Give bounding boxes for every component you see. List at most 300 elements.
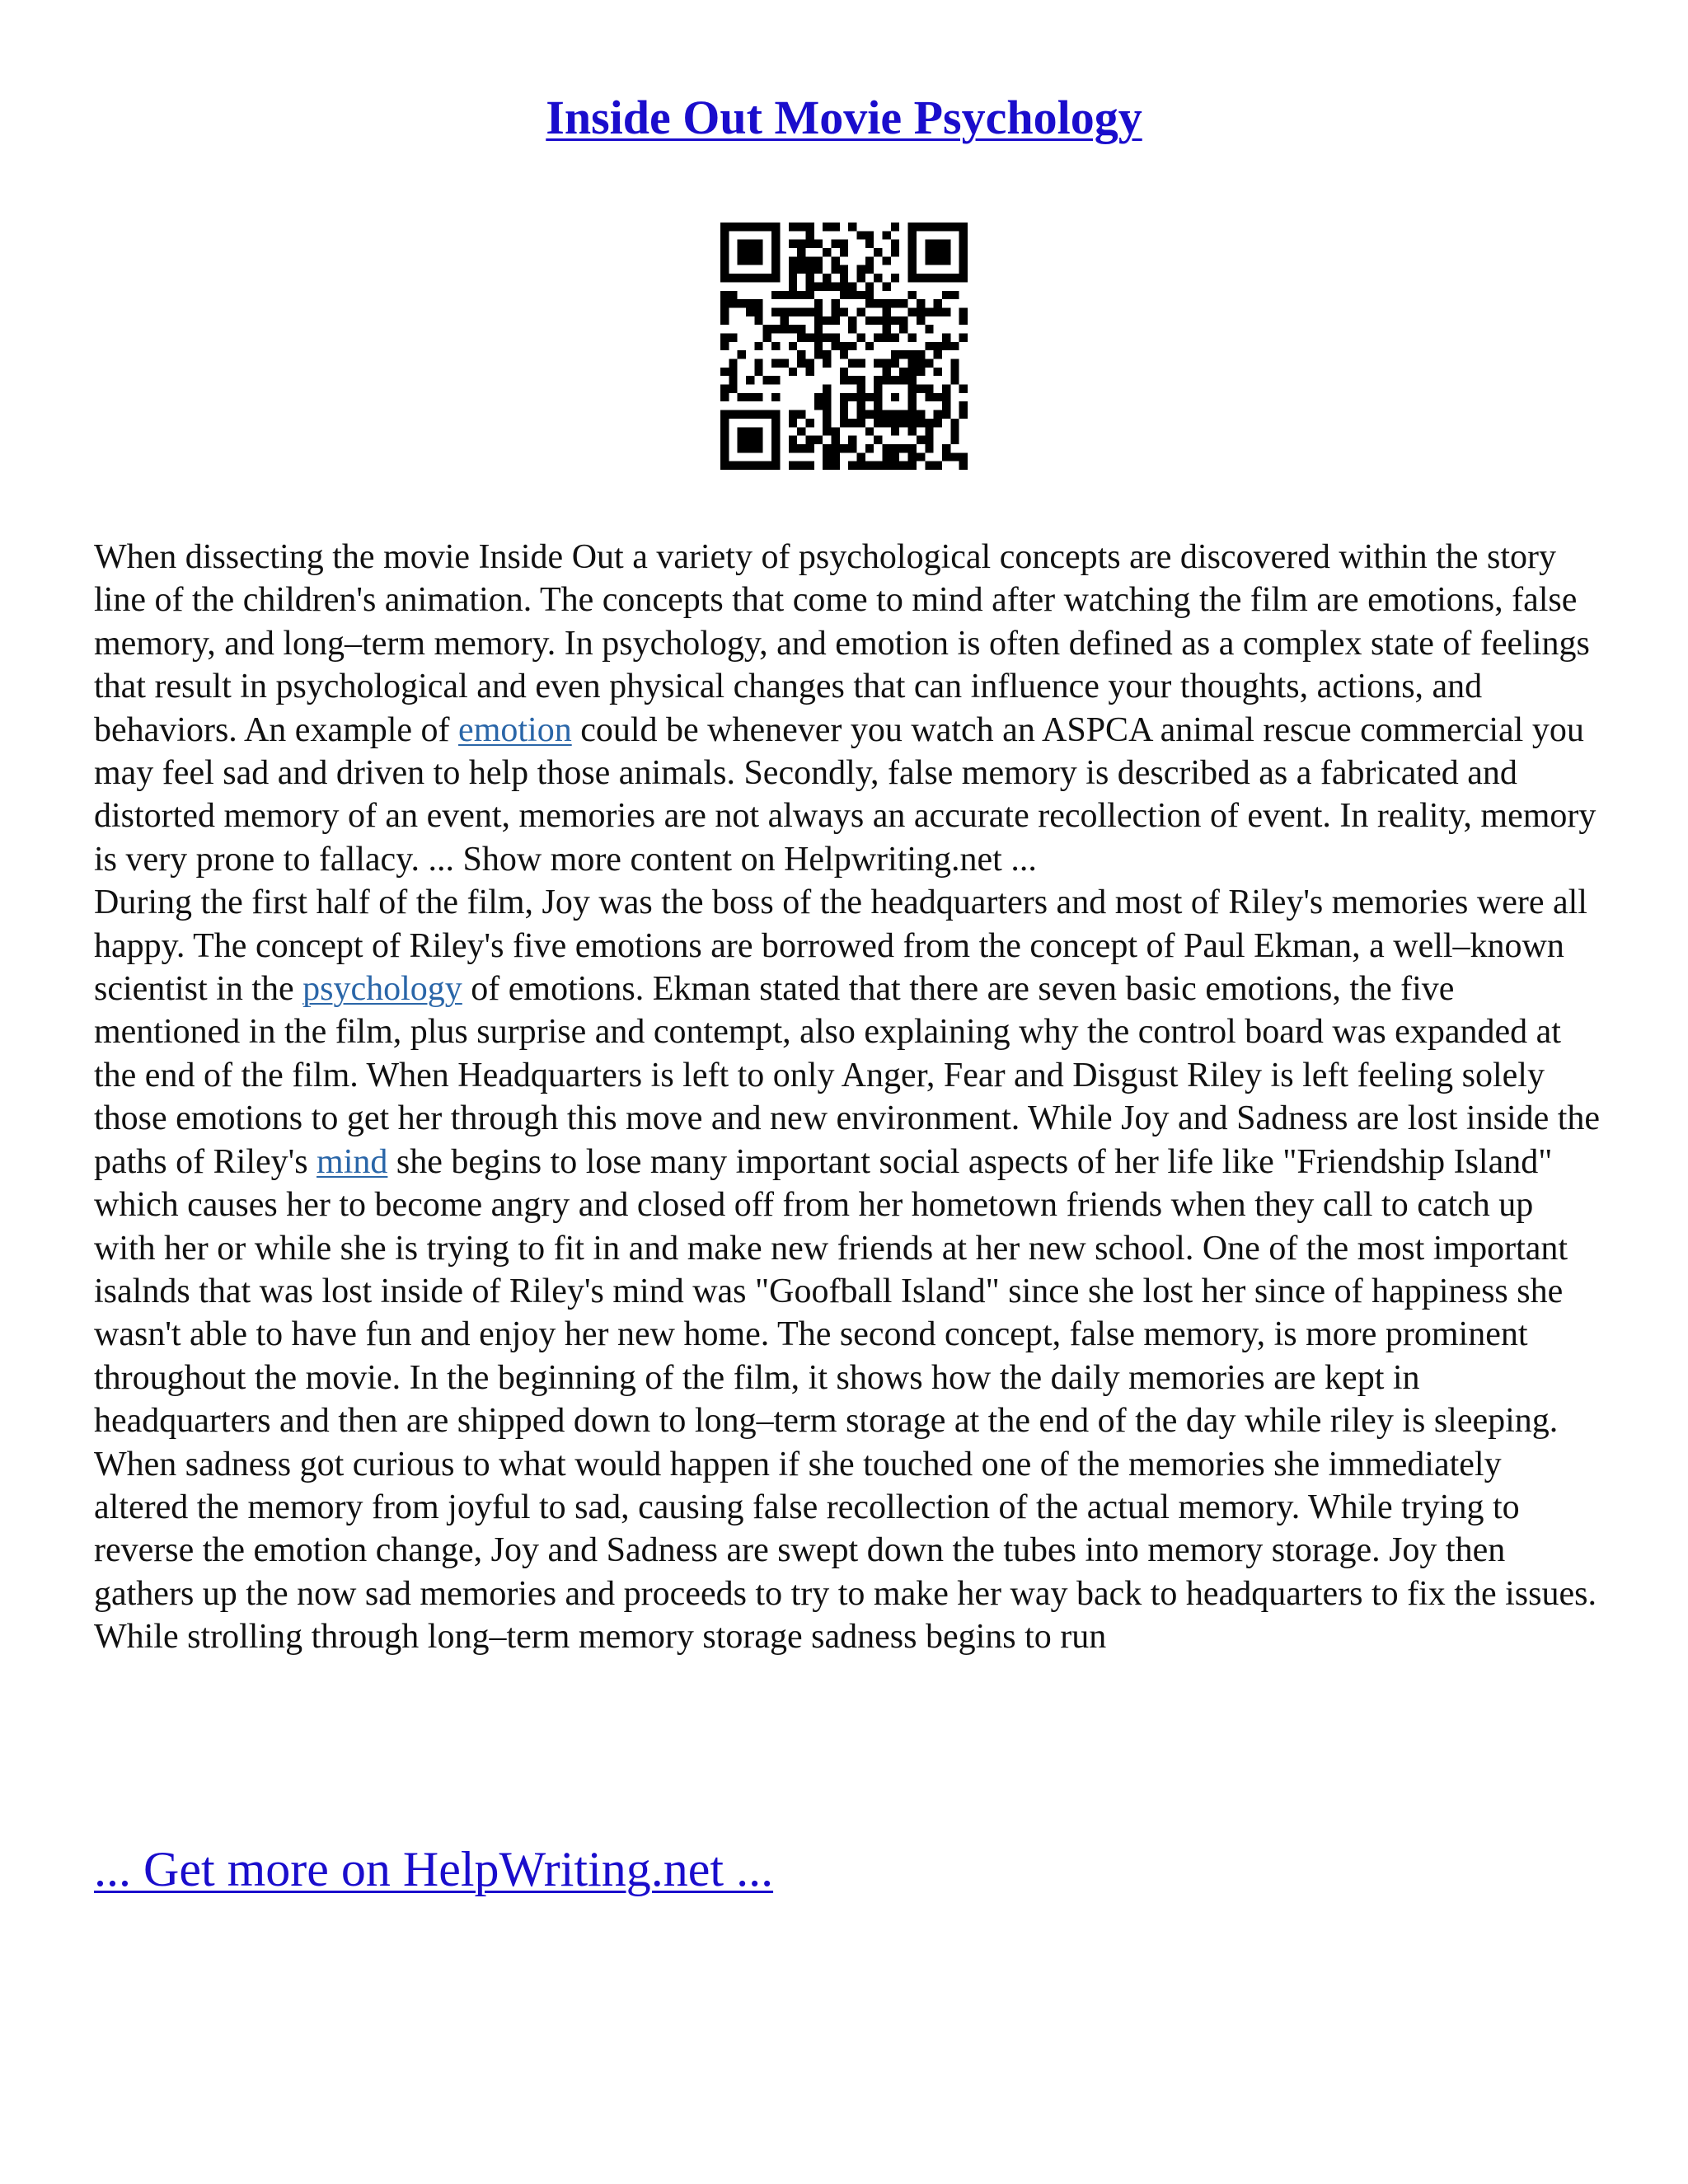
qr-module bbox=[891, 376, 899, 384]
qr-module bbox=[908, 452, 917, 461]
qr-module bbox=[874, 359, 882, 368]
qr-module bbox=[729, 223, 737, 231]
qr-module bbox=[883, 462, 891, 470]
qr-module bbox=[908, 223, 917, 231]
qr-module bbox=[805, 274, 814, 282]
qr-module bbox=[805, 333, 814, 341]
qr-module bbox=[891, 299, 899, 307]
qr-module bbox=[789, 462, 797, 470]
qr-module bbox=[823, 462, 831, 470]
qr-module bbox=[814, 436, 823, 444]
qr-module bbox=[840, 393, 848, 401]
qr-module bbox=[899, 316, 907, 325]
qr-module bbox=[942, 223, 950, 231]
qr-module bbox=[805, 368, 814, 376]
qr-module bbox=[780, 316, 788, 325]
qr-module bbox=[908, 427, 917, 435]
qr-module bbox=[823, 401, 831, 410]
qr-module bbox=[771, 265, 780, 274]
qr-module bbox=[814, 265, 823, 274]
qr-module bbox=[754, 410, 762, 419]
qr-module bbox=[746, 274, 754, 282]
qr-module bbox=[865, 256, 874, 265]
qr-module bbox=[729, 333, 737, 341]
paragraph-2-text-c: she begins to lose many important social aspects of her life like "Friendship Island" which causes her to become angry and closed off from her hometown friends when they call to catch up with her or while she is trying to fit in and make new friends at her new school. One of the most important isalnds that was lost inside of Riley's mind was "Goofball Island" since she lost her since of happiness she wasn't able to have fun and enjoy her new home. The second concept, false memory, is more prominent throughout the movie. In the beginning of the film, it shows how the daily memories are kept in headquarters and then are shipped down to long–term storage at the end of the day while riley is sleeping. When sadness got curious to what would happen if she touched one of the memories she immediately altered the memory from joyful to sad, causing false recollection of the actual memory. While trying to reverse the emotion change, Joy and Sadness are swept down the tubes into memory storage. Joy then gathers up the now sad memories and proceeds to try to make her way back to headquarters to fix the issues. While strolling through long–term memory storage sadness begins to run bbox=[94, 1142, 1597, 1657]
qr-module bbox=[789, 291, 797, 299]
qr-module bbox=[823, 419, 831, 427]
qr-module bbox=[814, 350, 823, 359]
qr-module bbox=[771, 256, 780, 265]
qr-module bbox=[908, 393, 917, 401]
qr-module bbox=[934, 274, 942, 282]
qr-module bbox=[746, 307, 754, 316]
qr-module bbox=[857, 274, 865, 282]
qr-module bbox=[831, 462, 839, 470]
qr-module bbox=[934, 240, 942, 248]
qr-module bbox=[865, 444, 874, 452]
qr-module bbox=[874, 376, 882, 384]
qr-module bbox=[925, 419, 933, 427]
qr-module bbox=[754, 436, 762, 444]
qr-module bbox=[840, 291, 848, 299]
qr-module bbox=[934, 223, 942, 231]
qr-module bbox=[891, 240, 899, 248]
qr-module bbox=[797, 359, 805, 368]
qr-module bbox=[746, 248, 754, 256]
qr-module bbox=[771, 393, 780, 401]
qr-module bbox=[899, 368, 907, 376]
get-more-link-container bbox=[94, 1840, 773, 1899]
qr-module bbox=[908, 444, 917, 452]
qr-module bbox=[908, 410, 917, 419]
qr-module bbox=[746, 444, 754, 452]
qr-module bbox=[814, 333, 823, 341]
qr-module bbox=[746, 240, 754, 248]
qr-module bbox=[865, 291, 874, 299]
qr-module bbox=[908, 401, 917, 410]
qr-module bbox=[738, 256, 746, 265]
qr-module bbox=[763, 376, 771, 384]
qr-module bbox=[729, 368, 737, 376]
qr-module bbox=[789, 410, 797, 419]
qr-module bbox=[789, 342, 797, 350]
qr-module bbox=[789, 419, 797, 427]
qr-module bbox=[848, 291, 856, 299]
qr-module bbox=[865, 427, 874, 435]
emotion-link[interactable]: emotion bbox=[458, 710, 572, 749]
qr-module bbox=[857, 419, 865, 427]
qr-module bbox=[874, 274, 882, 282]
article-body bbox=[94, 536, 1602, 1659]
qr-module bbox=[891, 393, 899, 401]
qr-module bbox=[959, 240, 968, 248]
qr-module bbox=[831, 265, 839, 274]
qr-module bbox=[925, 436, 933, 444]
qr-module bbox=[917, 299, 925, 307]
qr-module bbox=[959, 410, 968, 419]
qr-module bbox=[891, 248, 899, 256]
qr-module bbox=[899, 444, 907, 452]
qr-module bbox=[908, 419, 917, 427]
qr-module bbox=[797, 325, 805, 333]
qr-module bbox=[883, 368, 891, 376]
qr-module bbox=[917, 385, 925, 393]
qr-module bbox=[959, 223, 968, 231]
qr-module bbox=[831, 316, 839, 325]
qr-module bbox=[771, 410, 780, 419]
qr-module bbox=[934, 248, 942, 256]
qr-module bbox=[848, 282, 856, 290]
qr-module bbox=[840, 401, 848, 410]
qr-module bbox=[942, 393, 950, 401]
qr-module bbox=[720, 385, 729, 393]
qr-module bbox=[857, 393, 865, 401]
qr-module bbox=[865, 240, 874, 248]
qr-module bbox=[797, 307, 805, 316]
qr-module bbox=[934, 368, 942, 376]
qr-module bbox=[950, 419, 959, 427]
qr-module bbox=[857, 359, 865, 368]
qr-module bbox=[925, 462, 933, 470]
qr-module bbox=[771, 325, 780, 333]
qr-module bbox=[754, 359, 762, 368]
qr-module bbox=[934, 462, 942, 470]
qr-module bbox=[840, 376, 848, 384]
qr-module bbox=[934, 299, 942, 307]
qr-module bbox=[754, 427, 762, 435]
qr-module bbox=[883, 410, 891, 419]
qr-module bbox=[899, 299, 907, 307]
qr-module bbox=[771, 240, 780, 248]
qr-module bbox=[874, 401, 882, 410]
qr-module bbox=[814, 316, 823, 325]
qr-module bbox=[934, 419, 942, 427]
qr-module bbox=[959, 333, 968, 341]
qr-module bbox=[848, 376, 856, 384]
qr-module bbox=[840, 342, 848, 350]
qr-module bbox=[865, 316, 874, 325]
qr-module bbox=[908, 307, 917, 316]
qr-module bbox=[789, 274, 797, 282]
qr-module bbox=[959, 462, 968, 470]
qr-module bbox=[848, 325, 856, 333]
qr-module bbox=[720, 299, 729, 307]
qr-module bbox=[831, 256, 839, 265]
qr-module bbox=[789, 223, 797, 231]
qr-module bbox=[720, 274, 729, 282]
qr-module bbox=[865, 410, 874, 419]
qr-module bbox=[729, 376, 737, 384]
qr-module bbox=[754, 299, 762, 307]
qr-module bbox=[738, 248, 746, 256]
qr-module bbox=[883, 325, 891, 333]
qr-module bbox=[857, 231, 865, 239]
qr-module bbox=[891, 359, 899, 368]
qr-module bbox=[908, 231, 917, 239]
qr-module bbox=[840, 248, 848, 256]
qr-module bbox=[771, 307, 780, 316]
qr-module bbox=[771, 419, 780, 427]
qr-module bbox=[754, 307, 762, 316]
qr-module bbox=[771, 274, 780, 282]
qr-module bbox=[814, 307, 823, 316]
qr-module bbox=[840, 307, 848, 316]
qr-module bbox=[738, 462, 746, 470]
qr-module bbox=[805, 282, 814, 290]
qr-module bbox=[797, 240, 805, 248]
qr-module bbox=[942, 444, 950, 452]
qr-module bbox=[908, 376, 917, 384]
qr-module bbox=[738, 427, 746, 435]
qr-module bbox=[797, 350, 805, 359]
paragraph-1-text-b: could be whenever you watch an ASPCA animal rescue commercial you may feel sad and driven to help those animals. Secondly, false memory is described as a fabricated and distorted memory of an event, memories are not always an accurate recollection of event. In reality, memory is very prone to fallacy. ... Show more content on Helpwriting.net ... bbox=[94, 710, 1597, 879]
qr-module bbox=[780, 359, 788, 368]
qr-module bbox=[942, 410, 950, 419]
qr-module bbox=[738, 223, 746, 231]
qr-module bbox=[738, 444, 746, 452]
qr-module bbox=[942, 385, 950, 393]
qr-module bbox=[771, 223, 780, 231]
qr-module bbox=[848, 316, 856, 325]
qr-module bbox=[720, 240, 729, 248]
qr-module bbox=[840, 410, 848, 419]
qr-module bbox=[823, 316, 831, 325]
qr-module bbox=[805, 291, 814, 299]
qr-module bbox=[720, 333, 729, 341]
qr-module bbox=[925, 342, 933, 350]
qr-module bbox=[959, 265, 968, 274]
qr-module bbox=[857, 307, 865, 316]
qr-module bbox=[805, 265, 814, 274]
qr-module bbox=[771, 359, 780, 368]
qr-module bbox=[934, 410, 942, 419]
qr-module bbox=[814, 240, 823, 248]
qr-module bbox=[950, 368, 959, 376]
qr-module bbox=[942, 256, 950, 265]
qr-module bbox=[738, 240, 746, 248]
qr-module bbox=[754, 248, 762, 256]
paragraph-2-text-b: of emotions. Ekman stated that there are seven basic emotions, the five mentioned in the film, plus surprise and contempt, also explaining why the control board was expanded at the end of the film. When Headquarters is left to only Anger, Fear and Disgust Riley is left feeling solely those emotions to get her through this move and new environment. While Joy and Sadness are lost inside the paths of Riley's bbox=[94, 970, 1601, 1181]
qr-module bbox=[729, 291, 737, 299]
qr-module bbox=[831, 333, 839, 341]
qr-module bbox=[789, 325, 797, 333]
qr-module bbox=[857, 401, 865, 410]
qr-module bbox=[891, 410, 899, 419]
qr-module bbox=[771, 291, 780, 299]
qr-module bbox=[754, 316, 762, 325]
qr-module bbox=[908, 462, 917, 470]
qr-module bbox=[950, 291, 959, 299]
qr-module bbox=[831, 307, 839, 316]
qr-module bbox=[925, 307, 933, 316]
qr-module bbox=[754, 368, 762, 376]
qr-module bbox=[934, 393, 942, 401]
qr-module bbox=[814, 256, 823, 265]
qr-module bbox=[959, 452, 968, 461]
qr-module bbox=[959, 316, 968, 325]
qr-module bbox=[780, 307, 788, 316]
qr-module bbox=[865, 299, 874, 307]
qr-module bbox=[746, 299, 754, 307]
qr-module bbox=[891, 223, 899, 231]
title-link[interactable]: Inside Out Movie Psychology bbox=[546, 91, 1142, 144]
qr-module bbox=[857, 376, 865, 384]
qr-module bbox=[797, 265, 805, 274]
qr-module bbox=[959, 248, 968, 256]
qr-module bbox=[823, 444, 831, 452]
qr-module bbox=[754, 393, 762, 401]
qr-module bbox=[857, 265, 865, 274]
qr-module bbox=[848, 462, 856, 470]
qr-module bbox=[720, 291, 729, 299]
qr-module bbox=[729, 462, 737, 470]
qr-module bbox=[771, 452, 780, 461]
qr-module bbox=[754, 223, 762, 231]
qr-module bbox=[874, 436, 882, 444]
qr-module bbox=[823, 359, 831, 368]
qr-module bbox=[720, 256, 729, 265]
qr-module bbox=[805, 231, 814, 239]
qr-module bbox=[891, 427, 899, 435]
qr-module bbox=[720, 231, 729, 239]
qr-module bbox=[925, 248, 933, 256]
qr-module bbox=[942, 240, 950, 248]
mind-link[interactable]: mind bbox=[316, 1142, 388, 1181]
qr-module bbox=[857, 452, 865, 461]
qr-module bbox=[848, 444, 856, 452]
qr-module bbox=[823, 350, 831, 359]
qr-module bbox=[899, 462, 907, 470]
qr-module bbox=[797, 462, 805, 470]
qr-module bbox=[891, 350, 899, 359]
qr-module bbox=[720, 410, 729, 419]
qr-module bbox=[771, 436, 780, 444]
qr-module bbox=[805, 462, 814, 470]
qr-module bbox=[831, 342, 839, 350]
qr-module bbox=[908, 291, 917, 299]
qr-module bbox=[917, 410, 925, 419]
qr-code-icon bbox=[720, 223, 968, 470]
qr-module bbox=[959, 231, 968, 239]
qr-module bbox=[814, 401, 823, 410]
qr-module bbox=[874, 248, 882, 256]
qr-module bbox=[865, 342, 874, 350]
qr-module bbox=[746, 462, 754, 470]
qr-module bbox=[831, 452, 839, 461]
qr-module bbox=[840, 282, 848, 290]
qr-module bbox=[738, 410, 746, 419]
qr-module bbox=[848, 359, 856, 368]
qr-module bbox=[763, 333, 771, 341]
qr-module bbox=[934, 307, 942, 316]
qr-module bbox=[942, 248, 950, 256]
qr-module bbox=[925, 444, 933, 452]
qr-module bbox=[865, 231, 874, 239]
qr-module bbox=[925, 274, 933, 282]
qr-module bbox=[908, 256, 917, 265]
qr-module bbox=[797, 248, 805, 256]
qr-module bbox=[883, 359, 891, 368]
qr-module bbox=[797, 333, 805, 341]
qr-module bbox=[917, 307, 925, 316]
qr-module bbox=[805, 444, 814, 452]
qr-module bbox=[908, 248, 917, 256]
qr-module bbox=[771, 462, 780, 470]
qr-module bbox=[857, 410, 865, 419]
qr-module bbox=[720, 427, 729, 435]
qr-module bbox=[738, 274, 746, 282]
qr-module bbox=[738, 350, 746, 359]
qr-module bbox=[891, 452, 899, 461]
qr-module bbox=[720, 444, 729, 452]
qr-module bbox=[942, 333, 950, 341]
qr-module bbox=[908, 368, 917, 376]
qr-module bbox=[814, 342, 823, 350]
qr-module bbox=[865, 265, 874, 274]
qr-module bbox=[908, 333, 917, 341]
qr-module bbox=[925, 427, 933, 435]
paragraph-1 bbox=[94, 536, 1602, 881]
qr-module bbox=[899, 376, 907, 384]
psychology-link[interactable]: psychology bbox=[302, 970, 462, 1009]
qr-module bbox=[720, 248, 729, 256]
qr-module bbox=[950, 342, 959, 350]
qr-module bbox=[865, 393, 874, 401]
qr-module bbox=[789, 256, 797, 265]
qr-module bbox=[789, 368, 797, 376]
qr-module bbox=[771, 427, 780, 435]
qr-module bbox=[917, 368, 925, 376]
qr-module bbox=[831, 427, 839, 435]
qr-module bbox=[908, 385, 917, 393]
qr-module bbox=[780, 325, 788, 333]
qr-module bbox=[917, 419, 925, 427]
qr-module bbox=[797, 223, 805, 231]
qr-module bbox=[805, 240, 814, 248]
qr-module bbox=[746, 410, 754, 419]
qr-module bbox=[891, 333, 899, 341]
qr-module bbox=[797, 256, 805, 265]
qr-module bbox=[831, 282, 839, 290]
qr-module bbox=[780, 291, 788, 299]
qr-module bbox=[729, 385, 737, 393]
get-more-link[interactable]: ... Get more on HelpWriting.net ... bbox=[94, 1842, 774, 1896]
qr-module bbox=[814, 325, 823, 333]
paragraph-1-text-a: When dissecting the movie Inside Out a variety of psychological concepts are discovered within the story line of the children's animation. The concepts that come to mind after watching the film are emotions, false memory, and long–term memory. In psychology, and emotion is often defined as a complex state of feelings that result in psychological and even physical changes that can influence your thoughts, actions, and behaviors. An example of bbox=[94, 538, 1590, 749]
qr-module bbox=[883, 307, 891, 316]
qr-module bbox=[857, 462, 865, 470]
qr-module bbox=[823, 282, 831, 290]
qr-module bbox=[874, 299, 882, 307]
qr-module bbox=[874, 333, 882, 341]
qr-module bbox=[754, 274, 762, 282]
qr-module bbox=[720, 452, 729, 461]
qr-module bbox=[831, 240, 839, 248]
qr-module bbox=[883, 452, 891, 461]
qr-module bbox=[848, 419, 856, 427]
qr-module bbox=[738, 436, 746, 444]
qr-module bbox=[746, 223, 754, 231]
qr-module bbox=[831, 444, 839, 452]
qr-module bbox=[823, 427, 831, 435]
qr-module bbox=[950, 376, 959, 384]
qr-module bbox=[720, 342, 729, 350]
qr-module bbox=[805, 223, 814, 231]
qr-module bbox=[814, 299, 823, 307]
qr-module bbox=[771, 248, 780, 256]
qr-module bbox=[908, 240, 917, 248]
qr-module bbox=[805, 256, 814, 265]
